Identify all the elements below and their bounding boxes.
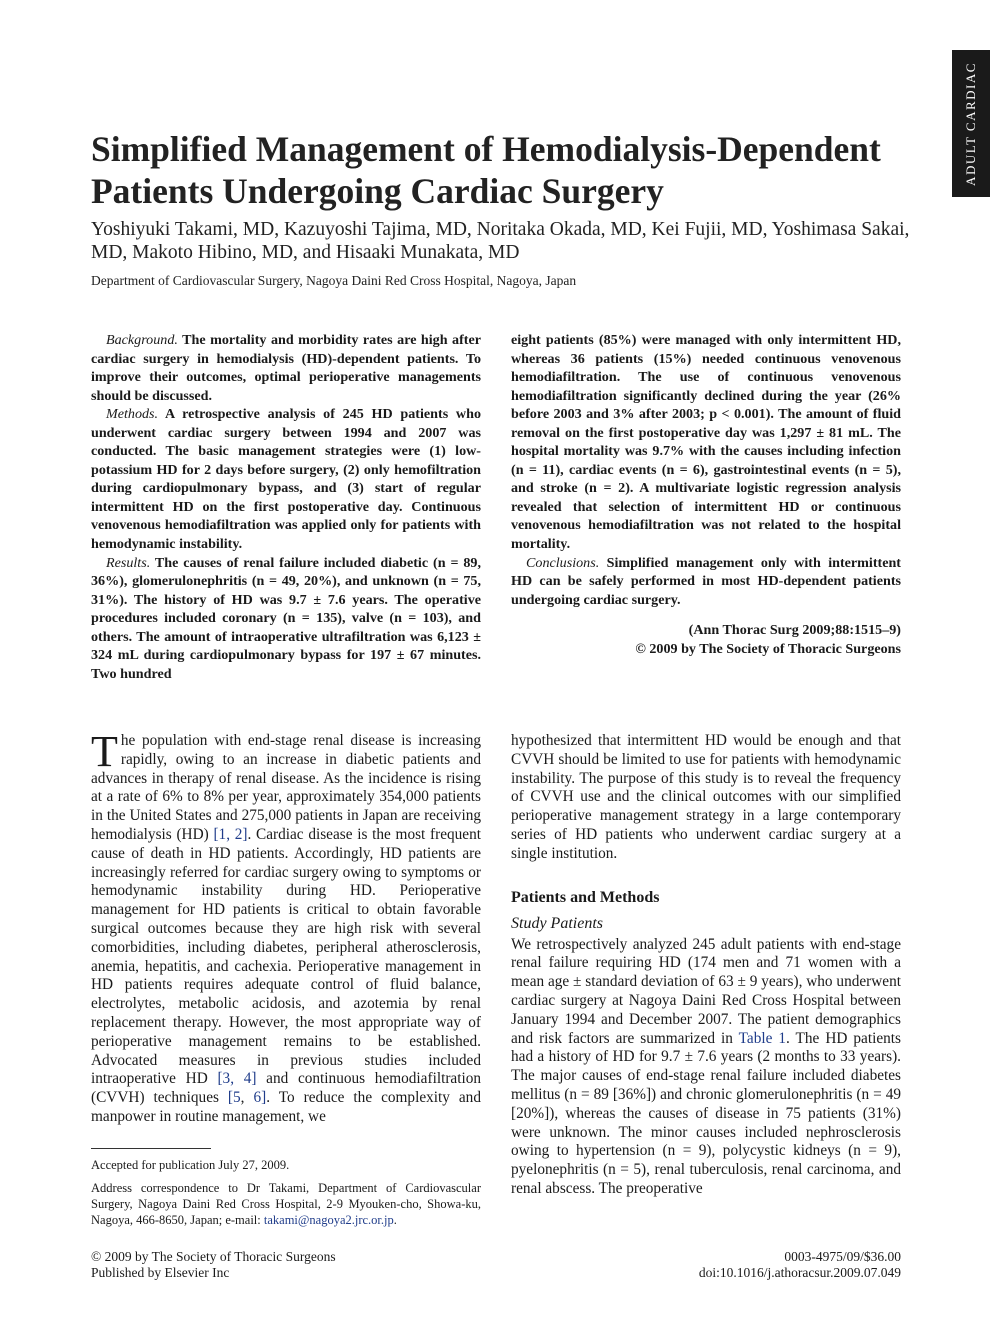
drop-cap: T bbox=[91, 727, 118, 776]
results-label: Results. bbox=[106, 554, 151, 571]
abstract-methods: Methods. A retrospective analysis of 245 HD patients who underwent cardiac surgery between 1994 and 2007 was conducted. The basic management strategies were (1) low-potassium HD for 2 days before surgery, (2) only hemofiltration during cardiopulmonary bypass, and (3) start of regular intermittent HD on the first postoperative day. Continuous venovenous hemodiafiltration was applied only for patients with hemodynamic instability. bbox=[91, 406, 481, 553]
abstract-copyright: © 2009 by The Society of Thoracic Surgeons bbox=[635, 640, 901, 657]
article-title: Simplified Management of Hemodialysis-Dependent Patients Undergoing Cardiac Surgery bbox=[91, 129, 881, 211]
table-link[interactable]: Table 1 bbox=[738, 1029, 787, 1047]
section-heading: Patients and Methods bbox=[511, 888, 660, 906]
study-patients-paragraph: We retrospectively analyzed 245 adult patients with end-stage renal failure requiring HD (174 men and 71 women with a mean age ± standard deviation of 63 ± 9 years), who underwent cardiac surgery at Nagoya Daini Red Cross Hospital between January 1994 and December 2007. The patient demographics and risk factors are summarized in Table 1. The HD patients had a history of HD for 9.7 ± 7.6 years (2 months to 33 years). The major causes of end-stage renal failure included diabetes mellitus (n = 89 [36%]) and chronic glomerulonephritis (n = 49 [20%]), whereas the causes of disease in 75 patients (31%) were unknown. The minor causes included nephrosclerosis owing to hypertension (n = 9), polycystic kidneys (n = 9), pyelonephritis (n = 5), renal tuberculosis, renal carcinoma, and renal abscess. The preoperative bbox=[511, 935, 901, 1197]
body-right-column bbox=[511, 732, 901, 1199]
intro-paragraph-continued: hypothesized that intermittent HD would be enough and that CVVH should be limited to use for patients with hemodynamic instability. The purpose of this study is to reveal the frequency of CVVH use and the clinical outcomes with our simplified perioperative management strategy in a large contemporary series of HD patients who underwent cardiac surgery at a single institution. bbox=[511, 732, 901, 862]
reference-link[interactable]: [3, 4] bbox=[217, 1070, 257, 1088]
correspondence-note: Address correspondence to Dr Takami, Department of Cardiovascular Surgery, Nagoya Daini Red Cross Hospital, 2-9 Myouken-cho, Showa-ku, Nagoya, 466-8650, Japan; e-mail: takami@nagoya2.jrc.or.jp. bbox=[91, 1181, 481, 1227]
abstract-results: Results. The causes of renal failure included diabetic (n = 89, 36%), glomerulonephritis (n = 49, 20%), and unknown (n = 75, 31%). The history of HD was 9.7 ± 7.6 years. The operative procedures included coronary (n = 135), valve (n = 103), and others. The amount of intraoperative ultrafiltration was 6,123 ± 324 mL during cardiopulmonary bypass for 197 ± 67 minutes. Two hundred bbox=[91, 554, 481, 682]
subsection-heading: Study Patients bbox=[511, 914, 603, 932]
footer-doi: doi:10.1016/j.athoracsur.2009.07.049 bbox=[698, 1265, 901, 1280]
abstract-right-column bbox=[511, 331, 901, 658]
footer-issn: 0003-4975/09/$36.00 bbox=[784, 1249, 901, 1264]
footer-publisher: Published by Elsevier Inc bbox=[91, 1265, 230, 1280]
footer-copyright: © 2009 by The Society of Thoracic Surgeons bbox=[91, 1249, 336, 1264]
body-left-column bbox=[91, 727, 481, 1127]
intro-paragraph: The population with end-stage renal disease is increasing rapidly, owing to an increase in diabetic patients and advances in therapy of renal disease. As the incidence is rising at a rate of 6% to 8% per year, approximately 354,000 patients in the United States and 275,000 patients in Japan are receiving hemodialysis (HD) [1, 2]. Cardiac disease is the most frequent cause of death in HD patients. Accordingly, HD patients are increasingly referred for cardiac surgery owing to symptoms or hemodynamic instability during HD. Perioperative management for HD patients is critical to obtain favorable surgical outcomes because they are high risk with several comorbidities, including diabetes, peripheral atherosclerosis, anemia, hepatitis, and cachexia. Perioperative management in HD patients requires adequate control of fluid balance, electrolytes, metabolic acidosis, and azotemia by renal replacement therapy. However, the most appropriate way of perioperative management remains to be established. Advocated measures in previous studies included intraoperative HD [3, 4] and continuous hemodiafiltration (CVVH) techniques [5, 6]. To reduce the complexity and manpower in routine management, we bbox=[91, 727, 481, 1125]
abstract-conclusions: Conclusions. Simplified management only with intermittent HD can be safely performed in most HD-dependent patients undergoing cardiac surgery. bbox=[511, 554, 901, 608]
section-tab bbox=[952, 50, 990, 197]
abstract-left-column bbox=[91, 331, 481, 683]
reference-link[interactable]: 6] bbox=[253, 1089, 267, 1107]
reference-link[interactable]: [1, 2] bbox=[213, 825, 248, 843]
email-link[interactable]: takami@nagoya2.jrc.or.jp bbox=[263, 1213, 394, 1227]
journal-citation: (Ann Thorac Surg 2009;88:1515–9) bbox=[688, 622, 901, 639]
background-label: Background. bbox=[106, 332, 178, 348]
abstract-results-continued: eight patients (85%) were managed with only intermittent HD, whereas 36 patients (15%) needed continuous venovenous hemodiafiltration. The use of continuous venovenous hemodiafiltration significantly declined during the year (26% before 2003 and 3% after 2003; p < 0.001). The amount of fluid removal on the first postoperative day was 1,297 ± 81 mL. The hospital mortality was 9.7% with the causes including infection (n = 11), cardiac events (n = 6), gastrointestinal events (n = 5), and stroke (n = 2). A multivariate logistic regression analysis revealed that selection of intermittent HD or continuous venovenous hemodiafiltration was not related to the hospital mortality. bbox=[511, 332, 901, 553]
abstract-background: Background. The mortality and morbidity rates are high after cardiac surgery in hemodialysis (HD)-dependent patients. To improve their outcomes, optimal perioperative managements should be discussed. bbox=[91, 332, 481, 404]
footer-right bbox=[699, 1249, 901, 1281]
conclusions-label: Conclusions. bbox=[526, 554, 600, 571]
reference-link[interactable]: [5 bbox=[227, 1089, 241, 1107]
author-list: Yoshiyuki Takami, MD, Kazuyoshi Tajima, MD, Noritaka Okada, MD, Kei Fujii, MD, Yoshimasa Sakai, MD, Makoto Hibino, MD, and Hisaaki Munakata, MD bbox=[91, 219, 910, 263]
citation-block bbox=[511, 621, 901, 658]
affiliation: Department of Cardiovascular Surgery, Nagoya Daini Red Cross Hospital, Nagoya, Japan bbox=[91, 273, 577, 288]
footnote-divider bbox=[91, 1148, 211, 1149]
methods-label: Methods. bbox=[106, 406, 159, 423]
section-tab-label: ADULT CARDIAC bbox=[963, 61, 978, 186]
accepted-note: Accepted for publication July 27, 2009. bbox=[91, 1158, 290, 1172]
footer-left bbox=[91, 1249, 336, 1281]
